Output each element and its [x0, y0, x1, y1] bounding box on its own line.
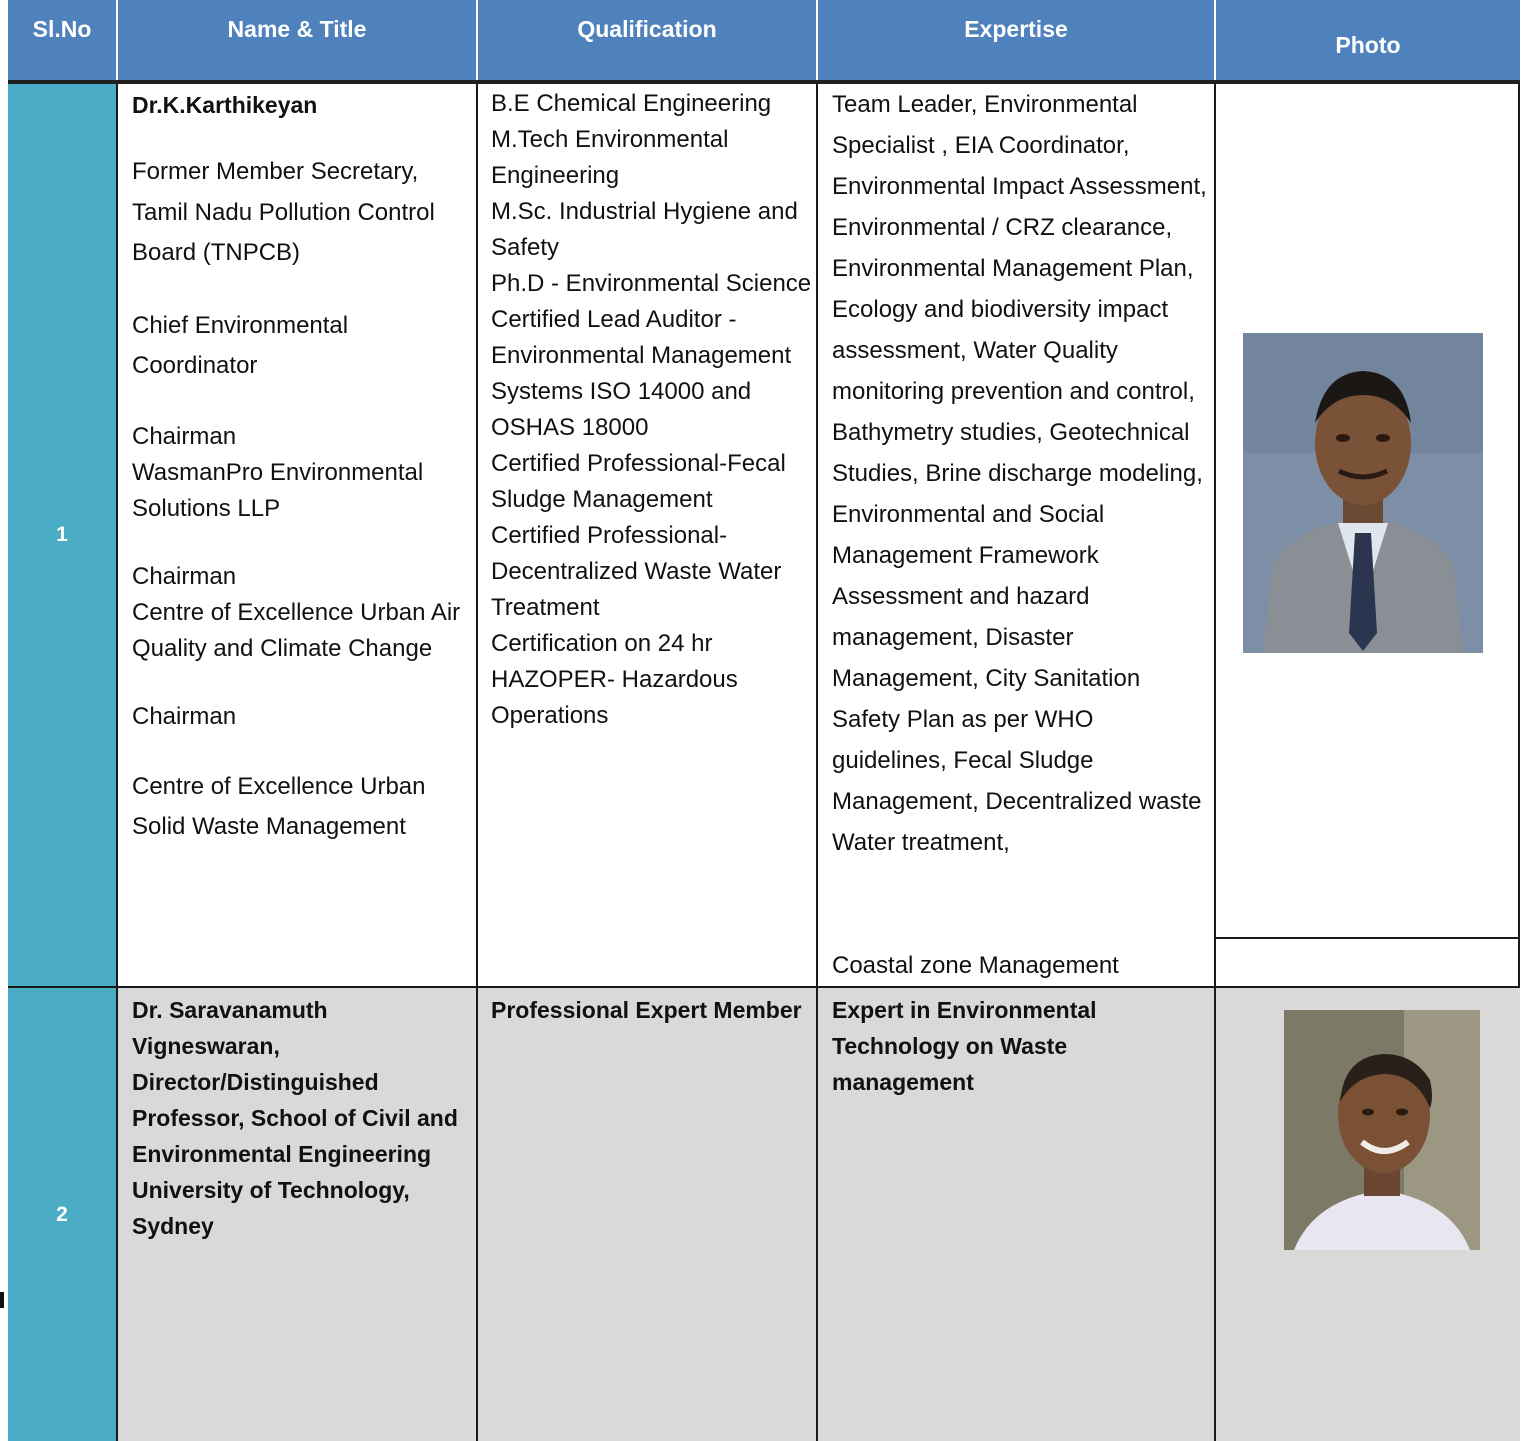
row-1-title: Centre of Excellence Urban Solid Waste Management [132, 772, 426, 840]
header-name-label: Name & Title [227, 16, 367, 42]
grid-line [1518, 84, 1520, 988]
header-photo-label: Photo [1335, 32, 1401, 58]
qualification-item: Certified Lead Auditor - Environmental Management Systems ISO 14000 and OSHAS 18000 [491, 306, 792, 441]
header-expertise [818, 0, 1214, 80]
row-1-title: Former Member Secretary, Tamil Nadu Pollution Control Board (TNPCB) [132, 158, 435, 266]
header-name [118, 0, 476, 80]
row-1-name: Dr.K.Karthikeyan [132, 92, 318, 118]
row-2-qualification: Professional Expert Member [491, 997, 802, 1023]
row-divider [8, 986, 1520, 988]
row-1-slno-text: 1 [56, 523, 68, 546]
row-1-title: Chief Environmental Coordinator [132, 311, 349, 379]
grid-line [1214, 937, 1520, 939]
qualification-item: B.E Chemical Engineering [491, 90, 772, 117]
margin-mark [0, 1292, 4, 1308]
header-divider [8, 80, 1520, 84]
row-2-expertise: Expert in Environmental Technology on Waste management [832, 997, 1097, 1095]
header-photo [1216, 0, 1520, 80]
header-qualification-label: Qualification [577, 16, 717, 42]
row-1-expertise: Team Leader, Environmental Specialist , EIA Coordinator, Environmental Impact Assessment, Environmental / CRZ clearance, Environmental Management Plan, Ecology and biodiversity impact assessment, Water Quality monitoring prevention and control, Bathymetry studies, Geotechnical Studies, Brine discharge modeling, Environmental and Social Management Framework Assessment and hazard management, Disaster Management, City Sanitation Safety Plan as per WHO guidelines, Fecal Sludge Management, Decentralized waste Water treatment, [832, 91, 1207, 856]
grid-line [1214, 84, 1216, 1441]
header-expertise-label: Expertise [964, 16, 1068, 42]
qualification-item: M.Tech Environmental Engineering [491, 126, 729, 189]
row-1-qualification-cell [491, 86, 813, 734]
row-1-title: Chairman Centre of Excellence Urban Air Quality and Climate Change [132, 562, 461, 662]
row-2-slno [8, 988, 116, 1441]
grid-line [116, 84, 118, 1441]
qualification-item: Certification on 24 hr HAZOPER- Hazardous Operations [491, 630, 738, 729]
header-slno-label: Sl.No [32, 16, 92, 42]
row-1-expertise-cell [832, 84, 1208, 863]
qualification-item: Certified Professional-Fecal Sludge Management [491, 450, 786, 513]
row-2-slno-text: 2 [56, 1202, 68, 1226]
header-qualification [478, 0, 816, 80]
row-1-slno [8, 84, 116, 986]
person-photo-icon [1243, 333, 1483, 653]
portrait-photo-1 [1243, 333, 1483, 653]
person-photo-icon [1284, 1010, 1480, 1250]
qualification-item: Certified Professional-Decentralized Waste Water Treatment [491, 522, 782, 621]
qualification-item: M.Sc. Industrial Hygiene and Safety [491, 198, 798, 261]
header-slno [8, 0, 116, 80]
row-1-expertise-extra: Coastal zone Management [832, 952, 1119, 979]
grid-line [476, 84, 478, 1441]
row-2-name: Dr. Saravanamuth Vigneswaran, Director/Distinguished Professor, School of Civil and Environmental Engineering University of Technology, Sydney [132, 997, 458, 1239]
row-1-name-cell [132, 88, 472, 880]
qualification-item: Ph.D - Environmental Science [491, 270, 812, 297]
row-1-title: Chairman WasmanPro Environmental Solutions LLP [132, 422, 424, 522]
grid-line [816, 84, 818, 1441]
portrait-photo-2 [1284, 1010, 1480, 1250]
row-1-title: Chairman [132, 702, 237, 730]
